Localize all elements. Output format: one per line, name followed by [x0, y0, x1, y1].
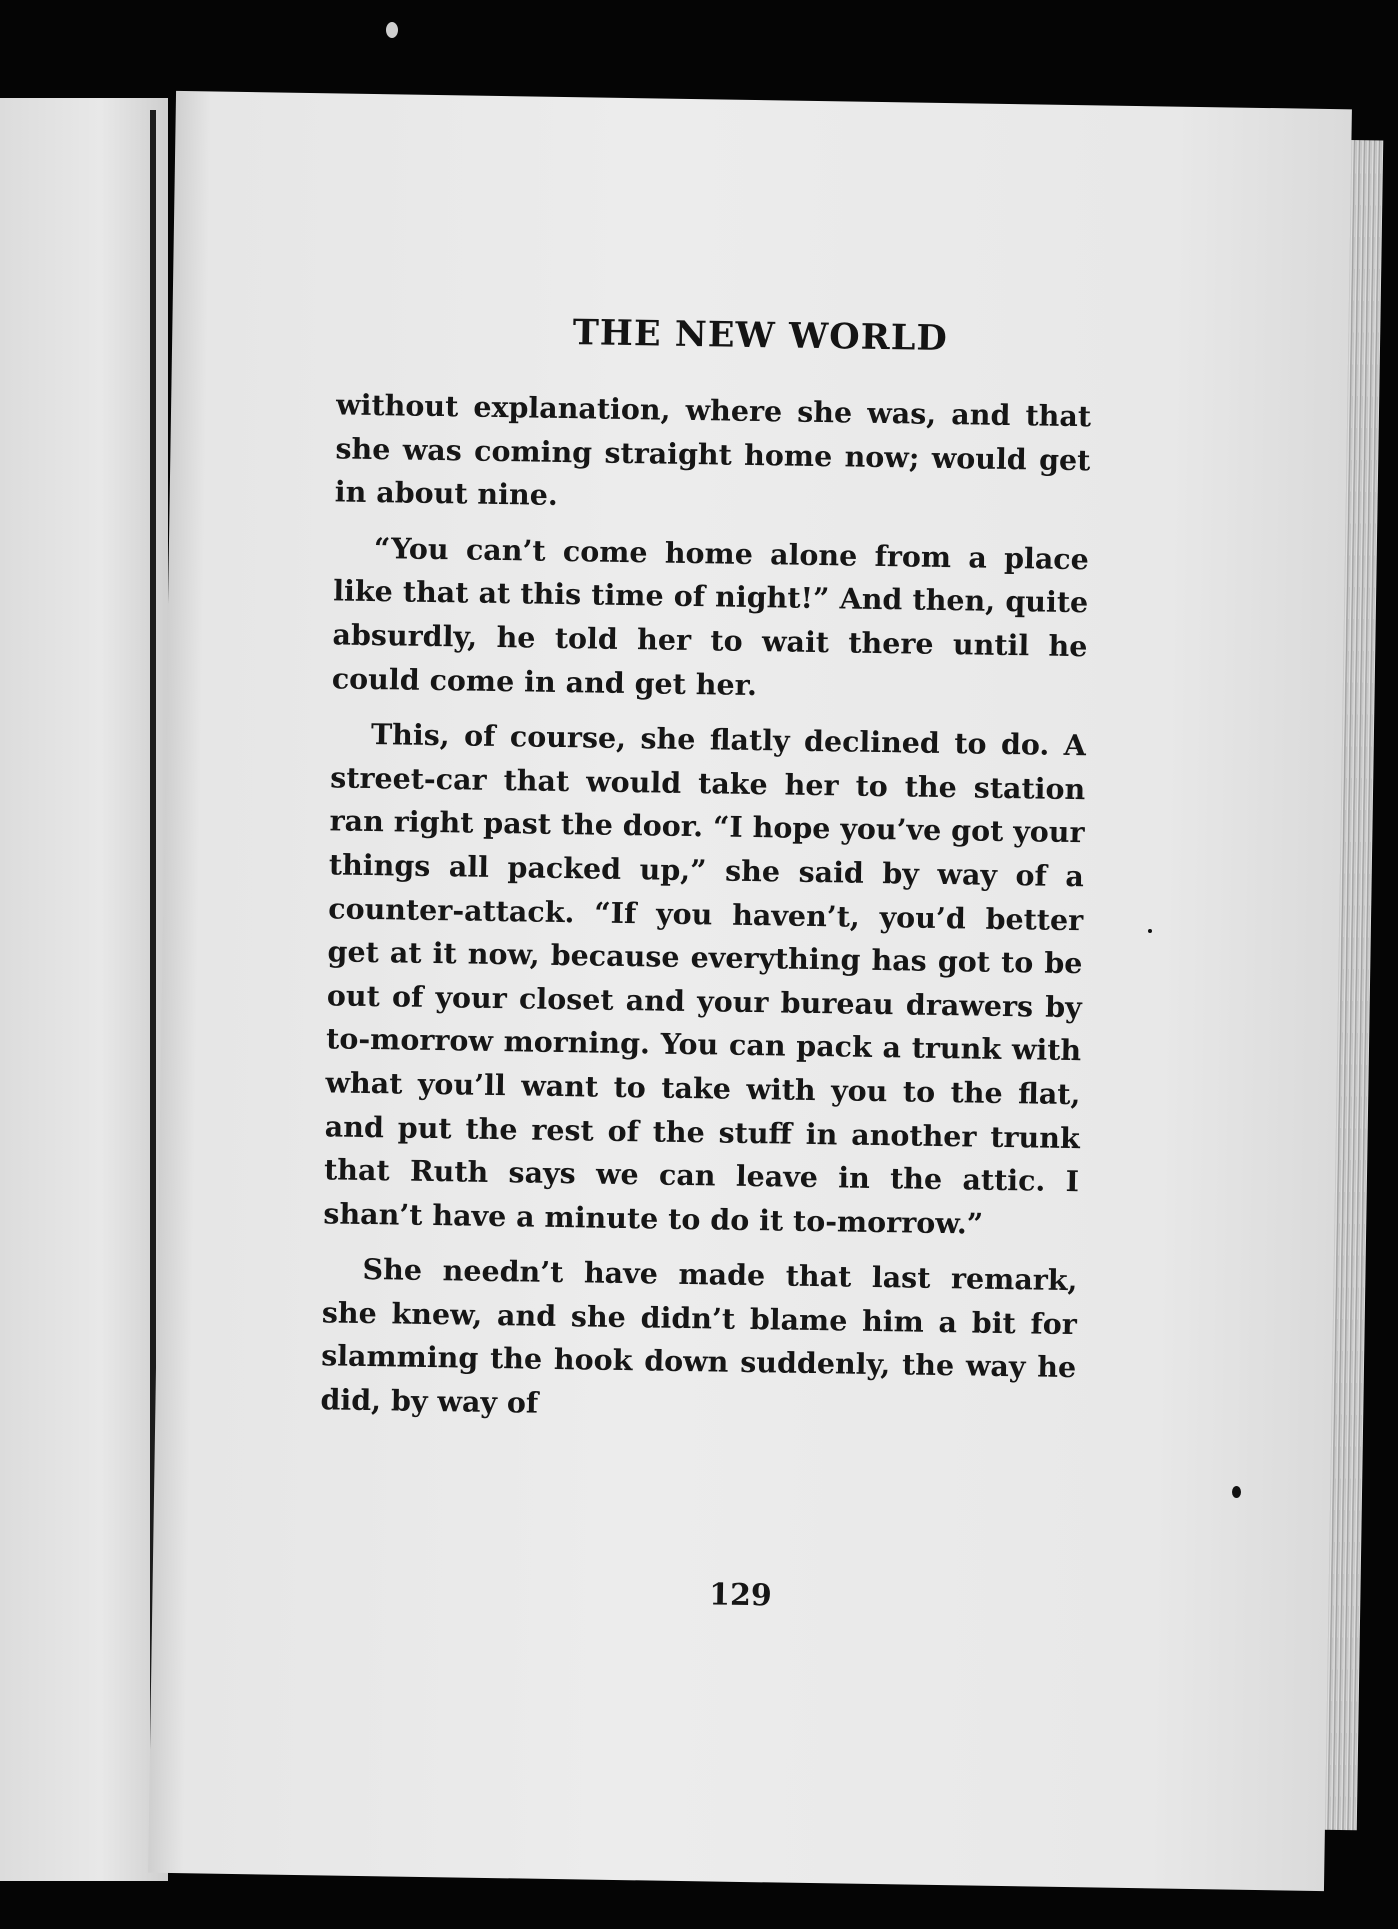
scan-speck: [386, 22, 398, 38]
page-number: 129: [708, 1577, 773, 1614]
paragraph: She needn’t have made that last remark, she knew, and she didn’t blame him a bit for slamming the hook down suddenly, the way he did, by way of: [320, 1252, 1078, 1420]
paragraph-continuation: without explanation, where she was, and that she was coming straight home now; would get in about nine.: [334, 387, 1092, 513]
paragraph: This, of course, she flatly declined to do. A street-car that would take her to the station ran right past the door. “I hope you’ve got your things all packed up,” she said by way of a counter-attack. “If you haven’t, you’d better get at it now, because everything has got to be out of your closet and your bureau drawers by to-morrow morning. You can pack a trunk with what you’ll want to take with you to the flat, and put the rest of the stuff in another trunk that Ruth says we can leave in the attic. I shan’t have a minute to do it to-morrow.”: [323, 717, 1087, 1241]
facing-page-edge: [0, 98, 168, 1881]
body-text: [320, 383, 1091, 1445]
scan-speck: [1232, 1486, 1241, 1498]
book-page: [148, 91, 1352, 1891]
running-head: THE NEW WORLD: [572, 312, 949, 360]
scan-speck: [1148, 929, 1152, 933]
paragraph: “You can’t come home alone from a place like that at this time of night!” And then, quite absurdly, he told her to wait there until he could come in and get her.: [331, 530, 1090, 702]
